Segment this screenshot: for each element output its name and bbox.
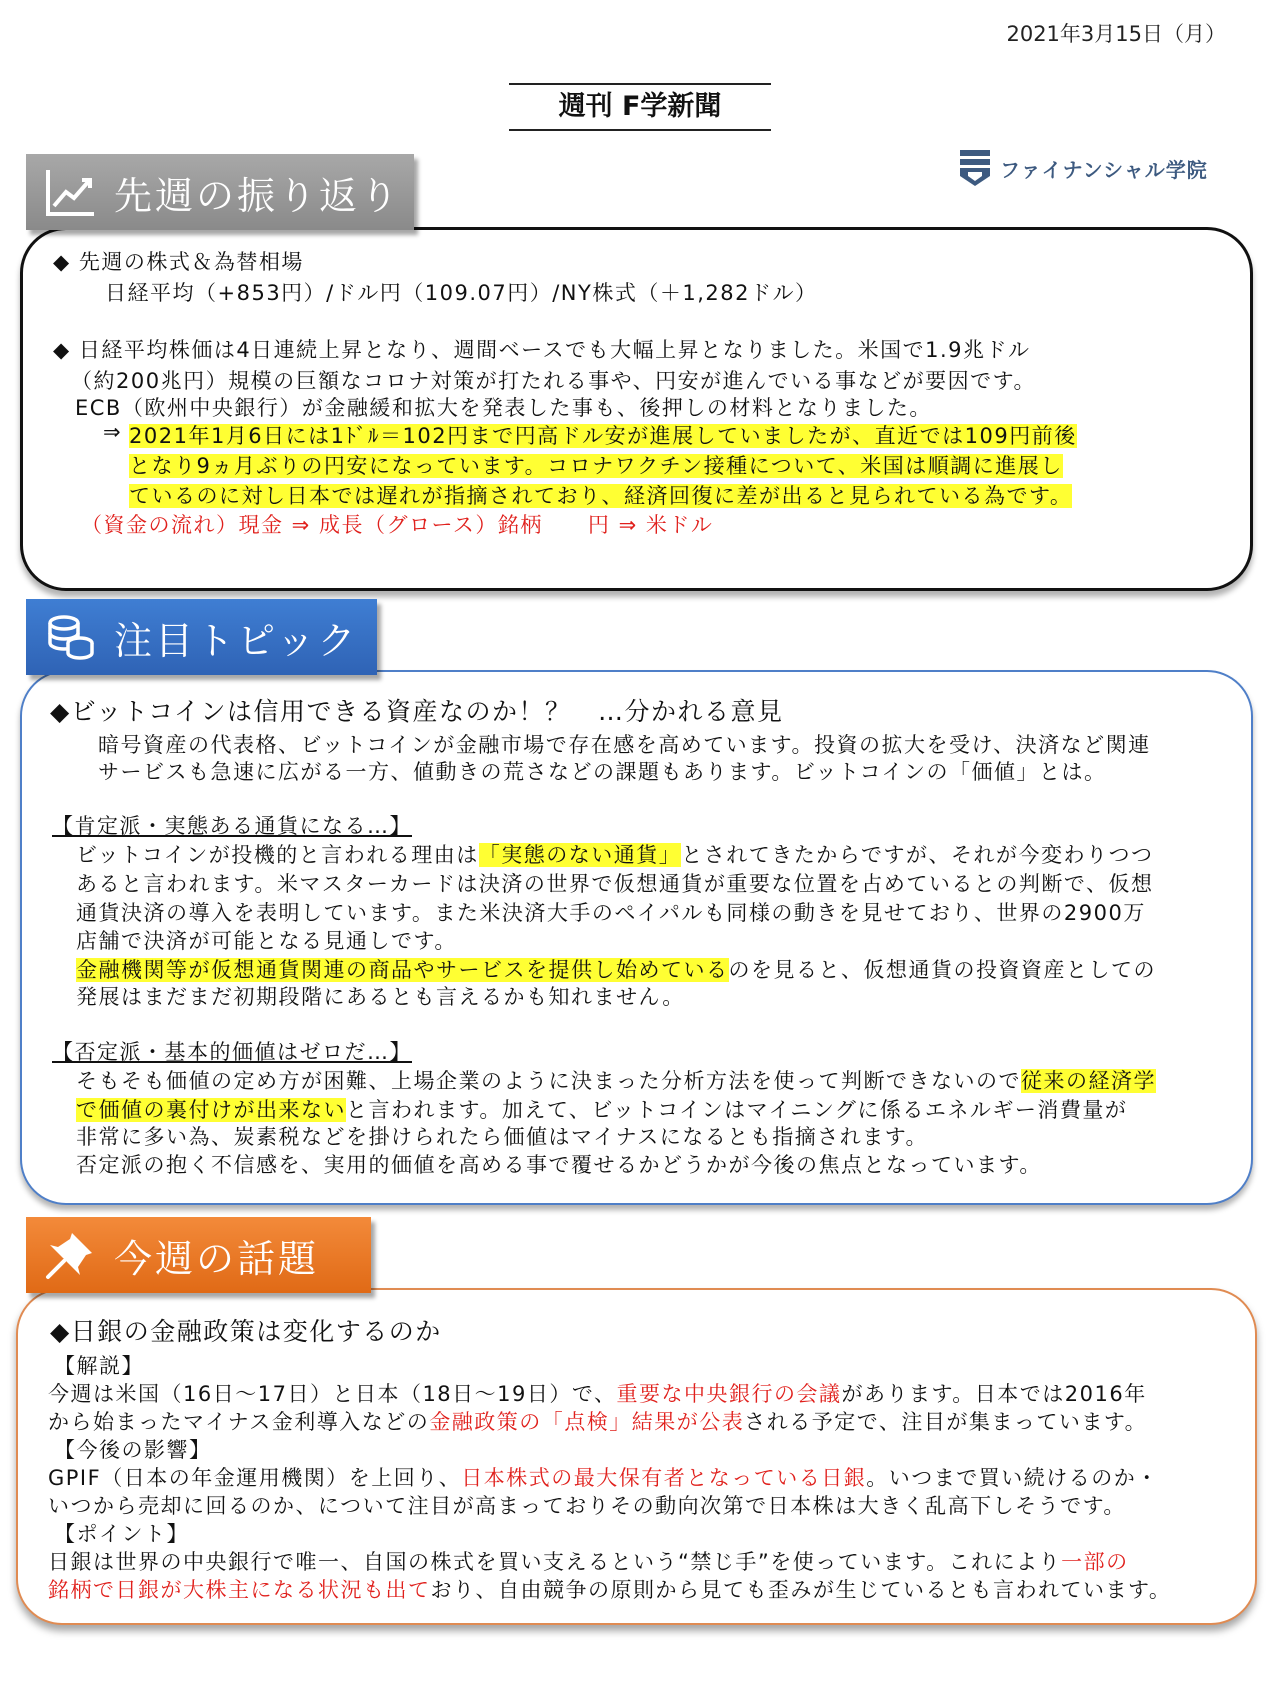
- con-heading: 【否定派・基本的価値はゼロだ…】: [52, 1040, 412, 1064]
- brand-name: ファイナンシャル学院: [1000, 157, 1208, 182]
- point-line-1-red: 一部の: [1061, 1550, 1129, 1574]
- newsletter-title: 週刊 F学新聞: [509, 83, 771, 131]
- section-title-featured-topic: 注目トピック: [114, 618, 359, 663]
- market-heading: ◆ 先週の株式＆為替相場: [53, 250, 304, 274]
- con-line-4: 否定派の抱く不信感を、実用的価値を高める事で覆せるかどうかが今後の焦点となっています。: [76, 1153, 1042, 1177]
- arrow-mark: ⇒: [103, 420, 123, 444]
- commentary-line-1a: 今週は米国（16日～17日）と日本（18日～19日）で、: [48, 1382, 617, 1406]
- pro-line-3: 通貨決済の導入を表明しています。また米決済大手のペイパルも同様の動きを見せており、世界の2900万: [76, 901, 1146, 925]
- shield-logo-icon: [958, 148, 992, 188]
- point-line-2-red: 銘柄で日銀が大株主になる状況も出て: [48, 1578, 431, 1602]
- section-title-this-week: 今週の話題: [114, 1236, 320, 1281]
- highlight-line-3: ているのに対し日本では遅れが指摘されており、経済回復に差が出ると見られている為です。: [129, 484, 1073, 508]
- issue-date: 2021年3月15日（月）: [1006, 22, 1226, 46]
- section-tab-this-week: [26, 1217, 371, 1293]
- point-line-2b: おり、自由競争の原則から見ても歪みが生じているとも言われています。: [430, 1578, 1172, 1602]
- commentary-line-2a: から始まったマイナス金利導入などの: [48, 1410, 430, 1434]
- brand-logo: [958, 148, 1208, 188]
- pro-line-5-highlight: 金融機関等が仮想通貨関連の商品やサービスを提供し始めている: [76, 958, 729, 982]
- pro-line-6: 発展はまだまだ初期段階にあるとも言えるかも知れません。: [76, 985, 685, 1009]
- pro-line-1-highlight: 「実態のない通貨」: [478, 843, 682, 867]
- pro-line-1a: ビットコインが投機的と言われる理由は: [76, 843, 479, 867]
- last-week-review-box: [20, 227, 1253, 591]
- commentary-line-2b: される予定で、注目が集まっています。: [744, 1410, 1148, 1434]
- pro-line-5b: のを見ると、仮想通貨の投資資産としての: [728, 958, 1156, 982]
- con-line-2b: と言われます。加えて、ビットコインはマイニングに係るエネルギー消費量が: [346, 1098, 1128, 1122]
- topic-intro-2: サービスも急速に広がる一方、値動きの荒さなどの課題もあります。ビットコインの「価値」とは。: [98, 760, 1107, 784]
- commentary-label: 【解説】: [54, 1354, 144, 1378]
- con-line-3: 非常に多い為、炭素税などを掛けられたら価値はマイナスになるとも指摘されます。: [76, 1125, 929, 1149]
- impact-line-2: いつから売却に回るのか、について注目が高まっておりその動向次第で日本株は大きく乱高下しそうです。: [48, 1494, 1126, 1518]
- pro-line-4: 店舗で決済が可能となる見通しです。: [76, 929, 457, 953]
- section-tab-last-week: [26, 154, 414, 230]
- featured-topic-box: [20, 670, 1253, 1205]
- this-week-heading: ◆日銀の金融政策は変化するのか: [50, 1317, 442, 1346]
- con-line-2-highlight: で価値の裏付けが出来ない: [76, 1098, 346, 1122]
- summary-line-2: （約200兆円）規模の巨額なコロナ対策が打たれる事や、円安が進んでいる事などが要因です。: [71, 369, 1036, 393]
- trend-chart-icon: [40, 162, 100, 222]
- pro-line-1b: とされてきたからですが、それが今変わりつつ: [681, 843, 1154, 867]
- pro-line-2: あると言われます。米マスターカードは決済の世界で仮想通貨が重要な位置を占めているとの判断で、仮想: [76, 872, 1154, 896]
- money-flow-note: （資金の流れ）現金 ⇒ 成長（グロース）銘柄 円 ⇒ 米ドル: [81, 513, 714, 537]
- summary-line-1: ◆ 日経平均株価は4日連続上昇となり、週間ベースでも大幅上昇となりました。米国で1.9兆ドル: [53, 338, 1031, 362]
- point-line-1a: 日銀は世界の中央銀行で唯一、自国の株式を買い支えるという“禁じ手”を使っています。これにより: [48, 1550, 1062, 1574]
- impact-line-1-red: 日本株式の最大保有者となっている日銀: [461, 1466, 867, 1490]
- pro-heading: 【肯定派・実態ある通貨になる…】: [52, 814, 412, 838]
- impact-line-1b: 。いつまで買い続けるのか・: [866, 1466, 1159, 1490]
- con-line-1a: そもそも価値の定め方が困難、上場企業のように決まった分析方法を使って判断できないので: [76, 1069, 1021, 1093]
- pushpin-icon: [40, 1225, 100, 1285]
- commentary-line-1b: があります。日本では2016年: [841, 1382, 1147, 1406]
- commentary-line-1-red: 重要な中央銀行の会議: [616, 1382, 842, 1406]
- impact-label: 【今後の影響】: [54, 1438, 212, 1462]
- topic-intro-1: 暗号資産の代表格、ビットコインが金融市場で存在感を高めています。投資の拡大を受け、決済など関連: [98, 733, 1151, 757]
- summary-line-3: ECB（欧州中央銀行）が金融緩和拡大を発表した事も、後押しの材料となりました。: [75, 396, 932, 420]
- commentary-line-2-red: 金融政策の「点検」結果が公表: [429, 1410, 745, 1434]
- impact-line-1a: GPIF（日本の年金運用機関）を上回り、: [48, 1466, 462, 1490]
- con-line-1-highlight: 従来の経済学: [1021, 1069, 1156, 1093]
- topic-heading: ◆ビットコインは信用できる資産なのか！？ …分かれる意見: [50, 697, 784, 726]
- market-values: 日経平均（+853円）/ドル円（109.07円）/NY株式（＋1,282ドル）: [105, 281, 818, 305]
- highlight-line-2: となり9ヵ月ぶりの円安になっています。コロナワクチン接種について、米国は順調に進展し: [129, 454, 1063, 478]
- section-tab-featured-topic: [26, 599, 377, 675]
- highlight-line-1: 2021年1月6日には1ﾄﾞﾙ＝102円まで円高ドル安が進展していましたが、直近では109円前後: [129, 424, 1077, 448]
- section-title-last-week: 先週の振り返り: [114, 173, 402, 218]
- this-week-topic-box: [16, 1288, 1257, 1625]
- point-label: 【ポイント】: [54, 1522, 189, 1546]
- coins-icon: [40, 607, 100, 667]
